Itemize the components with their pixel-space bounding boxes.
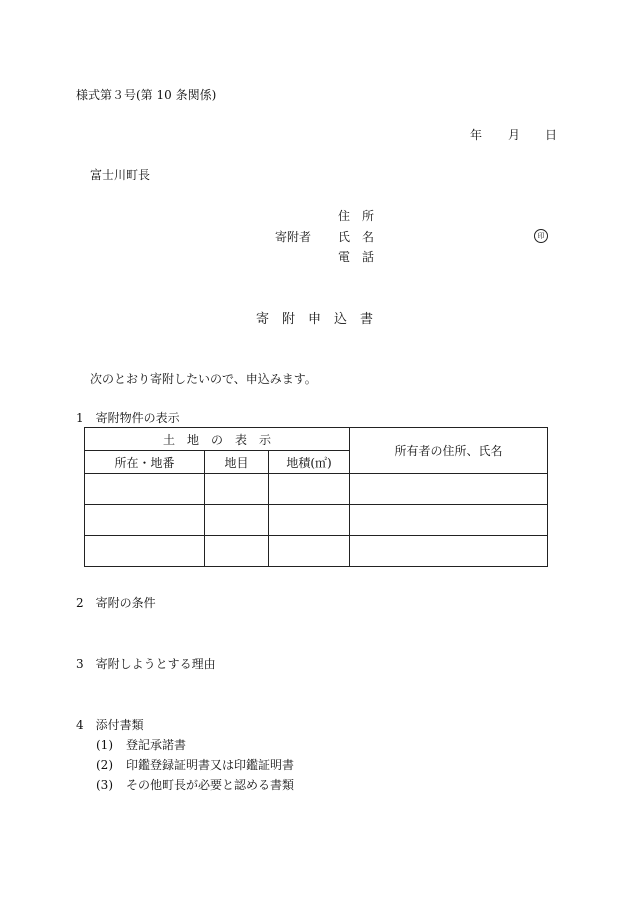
date-year-label: 年: [470, 128, 483, 142]
date-day-label: 日: [545, 128, 558, 142]
section2-number: 2: [76, 596, 84, 610]
donor-label: 寄附者: [275, 230, 312, 244]
col-location-header: 所在・地番: [85, 451, 205, 474]
attachment-item: [96, 776, 294, 793]
addressee: 富士川町長: [90, 168, 151, 182]
attachment-item-text: 印鑑登録証明書又は印鑑証明書: [126, 758, 295, 772]
section2-heading: [76, 594, 156, 611]
land-table: [84, 427, 548, 567]
land-group-header: 土 地 の 表 示: [85, 428, 350, 451]
attachment-item-text: 登記承諾書: [126, 738, 187, 752]
section3-number: 3: [76, 657, 84, 671]
section3-heading: [76, 655, 216, 672]
attachment-item-number: (1): [96, 738, 113, 752]
owner-cell[interactable]: [350, 474, 548, 505]
section4-title: 添付書類: [95, 718, 144, 732]
donor-name-label: 氏 名: [338, 230, 375, 244]
land-category-cell[interactable]: [205, 505, 269, 536]
donor-address-label: 住 所: [338, 209, 375, 223]
table-row: [85, 505, 548, 536]
location-cell[interactable]: [85, 536, 205, 567]
area-cell[interactable]: [269, 505, 350, 536]
area-cell[interactable]: [269, 536, 350, 567]
section1-number: 1: [76, 411, 84, 425]
section2-title: 寄附の条件: [95, 596, 156, 610]
section1-title: 寄附物件の表示: [95, 411, 180, 425]
land-category-cell[interactable]: [205, 474, 269, 505]
table-row: [85, 474, 548, 505]
attachment-item-number: (2): [96, 758, 113, 772]
intro-text: 次のとおり寄附したいので、申込みます。: [90, 372, 317, 386]
attachment-item-text: その他町長が必要と認める書類: [126, 778, 295, 792]
seal-mark: 印: [534, 229, 548, 243]
table-row: [85, 536, 548, 567]
location-cell[interactable]: [85, 474, 205, 505]
attachment-item-number: (3): [96, 778, 113, 792]
owner-header: 所有者の住所、氏名: [350, 428, 548, 474]
section3-title: 寄附しようとする理由: [95, 657, 216, 671]
donor-phone-label: 電 話: [338, 250, 375, 264]
attachment-item: [96, 736, 186, 753]
location-cell[interactable]: [85, 505, 205, 536]
section4-number: 4: [76, 718, 84, 732]
section1-heading: [76, 409, 180, 426]
owner-cell[interactable]: [350, 505, 548, 536]
owner-cell[interactable]: [350, 536, 548, 567]
land-category-cell[interactable]: [205, 536, 269, 567]
col-land-category-header: 地目: [205, 451, 269, 474]
page-title: 寄 附 申 込 書: [256, 312, 374, 327]
form-number: 様式第３号(第 10 条関係): [76, 88, 217, 102]
col-area-header: 地積(㎡): [269, 451, 350, 474]
area-cell[interactable]: [269, 474, 350, 505]
date-month-label: 月: [508, 128, 521, 142]
section4-heading: [76, 716, 144, 733]
attachment-item: [96, 756, 294, 773]
